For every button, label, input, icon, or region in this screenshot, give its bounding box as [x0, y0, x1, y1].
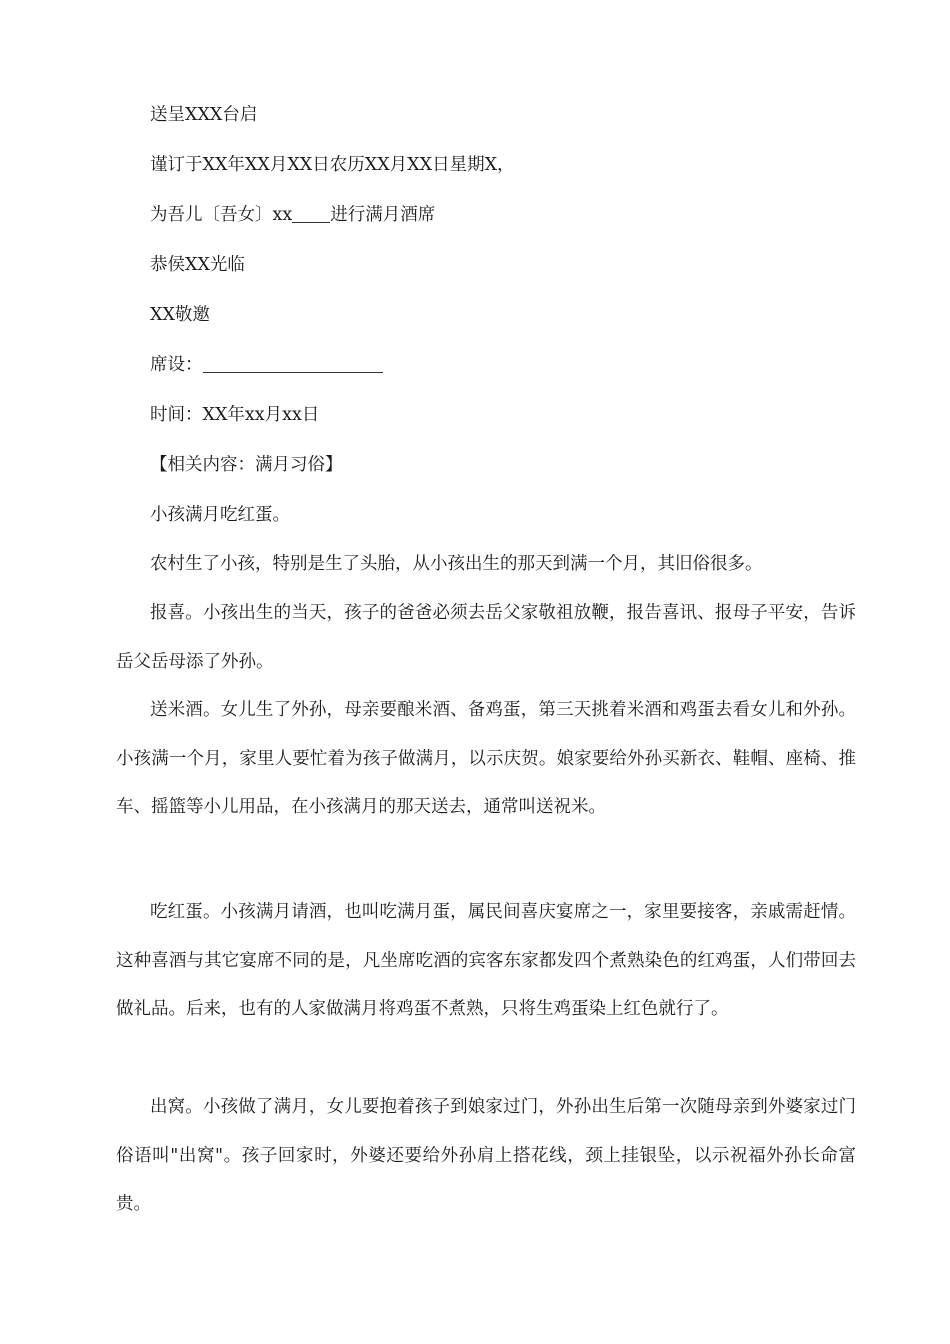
invitation-await: 恭侯XX光临 [150, 255, 245, 275]
invitation-purpose-suffix: 进行满月酒席 [330, 205, 436, 225]
invitation-purpose [150, 203, 435, 227]
invitation-time: 时间：XX年xx月xx日 [150, 405, 320, 425]
invitation-signature: XX敬邀 [150, 305, 210, 325]
invitation-purpose-prefix: 为吾儿〔吾女〕xx [150, 205, 293, 225]
venue-label: 席设： [150, 355, 203, 375]
invitation-date: 谨订于XX年XX月XX日农历XX月XX日星期X， [150, 155, 515, 175]
invitation-venue [150, 353, 383, 377]
invitation-addressee: 送呈XXX台启 [150, 105, 258, 125]
paragraph-chihongdan: 吃红蛋。小孩满月请酒，也叫吃满月蛋，属民间喜庆宴席之一，家里要接客，亲戚需赶情。这种喜酒与其它宴席不同的是，凡坐席吃酒的宾客东家都发四个煮熟染色的红鸡蛋，人们带回去做礼品。后来，也有的人家做满月将鸡蛋不煮熟，只将生鸡蛋染上红色就行了。 [116, 902, 856, 1019]
article-subtitle: 小孩满月吃红蛋。 [150, 505, 290, 525]
related-heading: 【相关内容：满月习俗】 [150, 455, 343, 475]
paragraph-baoxi: 报喜。小孩出生的当天，孩子的爸爸必须去岳父家敬祖放鞭，报告喜讯、报母子平安，告诉岳父岳母添了外孙。 [116, 603, 856, 672]
name-blank [292, 204, 330, 223]
venue-blank [203, 354, 383, 373]
paragraph-chuwo: 出窝。小孩做了满月，女儿要抱着孩子到娘家过门，外孙出生后第一次随母亲到外婆家过门俗语叫"出窝"。孩子回家时，外婆还要给外孙肩上搭花线，颈上挂银坠，以示祝福外孙长命富贵。 [116, 1097, 856, 1214]
paragraph-intro: 农村生了小孩，特别是生了头胎，从小孩出生的那天到满一个月，其旧俗很多。 [150, 554, 763, 574]
paragraph-songmijiu: 送米酒。女儿生了外孙，母亲要酿米酒、备鸡蛋，第三天挑着米酒和鸡蛋去看女儿和外孙。小孩满一个月，家里人要忙着为孩子做满月，以示庆贺。娘家要给外孙买新衣、鞋帽、座椅、推车、摇篮等小儿用品，在小孩满月的那天送去，通常叫送祝米。 [116, 700, 856, 817]
